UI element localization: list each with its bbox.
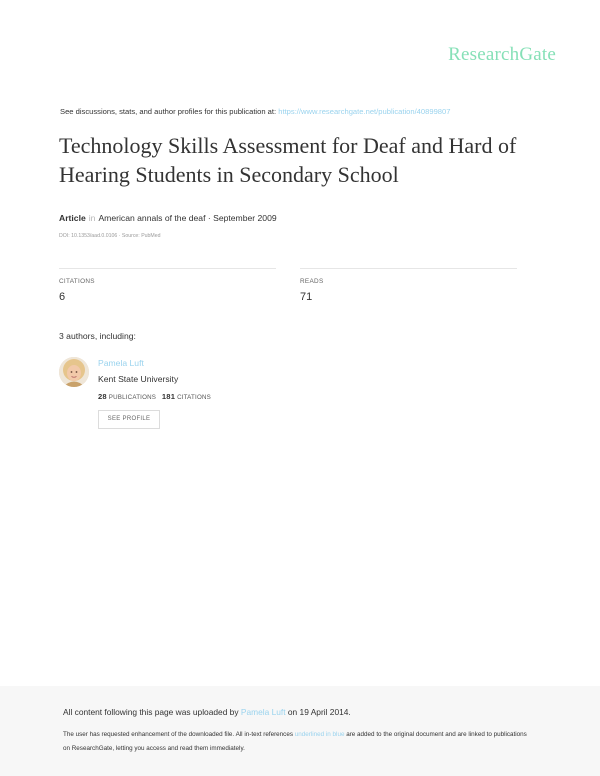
reads-label: READS (300, 278, 324, 285)
paper-title: Technology Skills Assessment for Deaf and Hard of Hearing Students in Secondary School (59, 133, 517, 187)
in-word: in (88, 213, 96, 223)
see-profile-button[interactable]: SEE PROFILE (98, 410, 160, 429)
publication-type: Article (59, 213, 86, 223)
uploader-link[interactable]: Pamela Luft (240, 707, 286, 717)
author-stats (98, 392, 211, 401)
author-avatar[interactable] (59, 357, 89, 387)
authors-heading: 3 authors, including: (59, 331, 136, 341)
researchgate-logo[interactable]: ResearchGate (448, 44, 556, 65)
citations-value: 6 (59, 291, 66, 303)
author-citations-label: CITATIONS (177, 394, 211, 401)
reads-value: 71 (300, 291, 313, 303)
notice-suffix: are added to the original document and are linked to publications on ResearchGate, letting you access and read them immediately. (63, 731, 527, 752)
publication-meta (59, 213, 277, 223)
author-name-link[interactable]: Pamela Luft (98, 358, 144, 368)
discussion-text: See discussions, stats, and author profiles for this publication at: (60, 107, 279, 116)
enhancement-notice (63, 728, 533, 756)
upload-suffix: on 19 April 2014. (285, 707, 351, 717)
avatar-photo-icon (59, 357, 89, 387)
reads-stat (300, 268, 517, 303)
citations-label: CITATIONS (59, 278, 95, 285)
author-publications-count: 28 (98, 392, 107, 401)
author-citations-count: 181 (161, 392, 176, 401)
discussion-notice (60, 107, 450, 116)
notice-prefix: The user has requested enhancement of the downloaded file. All in-text references (63, 731, 295, 738)
author-publications-label: PUBLICATIONS (108, 394, 157, 401)
upload-notice (63, 707, 351, 717)
notice-link[interactable]: underlined in blue (294, 731, 345, 738)
journal-venue: American annals of the deaf · September 2009 (98, 213, 277, 223)
upload-prefix: All content following this page was uploaded by (63, 707, 241, 717)
author-institution: Kent State University (98, 374, 179, 384)
publication-link[interactable]: https://www.researchgate.net/publication/40899807 (278, 107, 451, 116)
citations-stat (59, 268, 276, 303)
doi-source: DOI: 10.1353/aad.0.0106 · Source: PubMed (59, 233, 161, 239)
